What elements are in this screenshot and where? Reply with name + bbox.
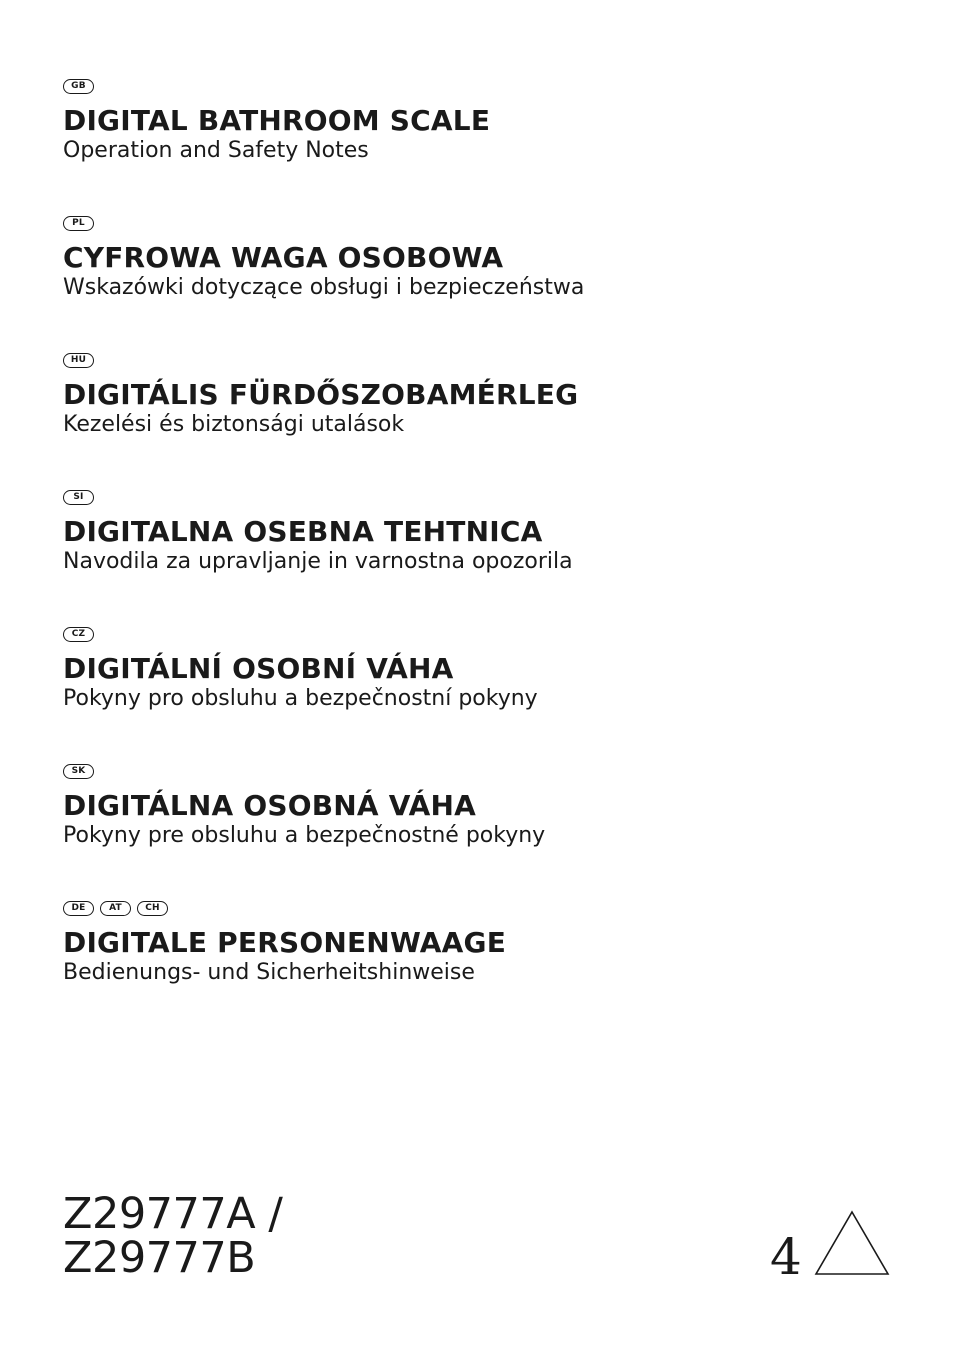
model-numbers [63, 1189, 283, 1283]
product-title: DIGITÁLNÍ OSOBNÍ VÁHA [63, 652, 454, 685]
country-code-badge: HU [63, 353, 94, 368]
country-code-badge: SK [63, 764, 94, 779]
product-title: DIGITALNA OSEBNA TEHTNICA [63, 515, 543, 548]
country-code-badge: SI [63, 490, 94, 505]
language-section [63, 487, 923, 624]
language-section [63, 76, 923, 213]
country-badges [63, 213, 923, 233]
product-title: DIGITÁLNA OSOBNÁ VÁHA [63, 789, 477, 822]
document-subtitle: Wskazówki dotyczące obsługi i bezpieczeństwa [63, 275, 585, 300]
document-subtitle: Operation and Safety Notes [63, 138, 369, 163]
product-title: DIGITAL BATHROOM SCALE [63, 104, 491, 137]
language-section [63, 761, 923, 898]
country-badges [63, 76, 923, 96]
product-title: CYFROWA WAGA OSOBOWA [63, 241, 504, 274]
product-title: DIGITALE PERSONENWAAGE [63, 926, 507, 959]
language-section [63, 350, 923, 487]
country-code-badge: AT [100, 901, 131, 916]
model-number-line-1: Z29777A / [63, 1189, 283, 1239]
document-subtitle: Navodila za upravljanje in varnostna opozorila [63, 549, 573, 574]
country-code-badge: PL [63, 216, 94, 231]
product-title: DIGITÁLIS FÜRDŐSZOBAMÉRLEG [63, 378, 579, 411]
document-subtitle: Pokyny pre obsluhu a bezpečnostné pokyny [63, 823, 546, 848]
country-code-badge: CH [137, 901, 168, 916]
country-badges [63, 898, 923, 918]
language-section [63, 624, 923, 761]
language-sections [63, 76, 923, 1035]
country-badges [63, 624, 923, 644]
triangle-outline-icon [812, 1208, 892, 1278]
language-section [63, 898, 923, 1035]
country-code-badge: CZ [63, 627, 94, 642]
country-badges [63, 487, 923, 507]
document-subtitle: Bedienungs- und Sicherheitshinweise [63, 960, 475, 985]
language-section [63, 213, 923, 350]
country-badges [63, 761, 923, 781]
document-subtitle: Kezelési és biztonsági utalások [63, 412, 405, 437]
model-number-line-2: Z29777B [63, 1233, 256, 1283]
country-code-badge: GB [63, 79, 94, 94]
document-subtitle: Pokyny pro obsluhu a bezpečnostní pokyny [63, 686, 538, 711]
country-code-badge: DE [63, 901, 94, 916]
country-badges [63, 350, 923, 370]
age-warning-number: 4 [770, 1228, 802, 1286]
